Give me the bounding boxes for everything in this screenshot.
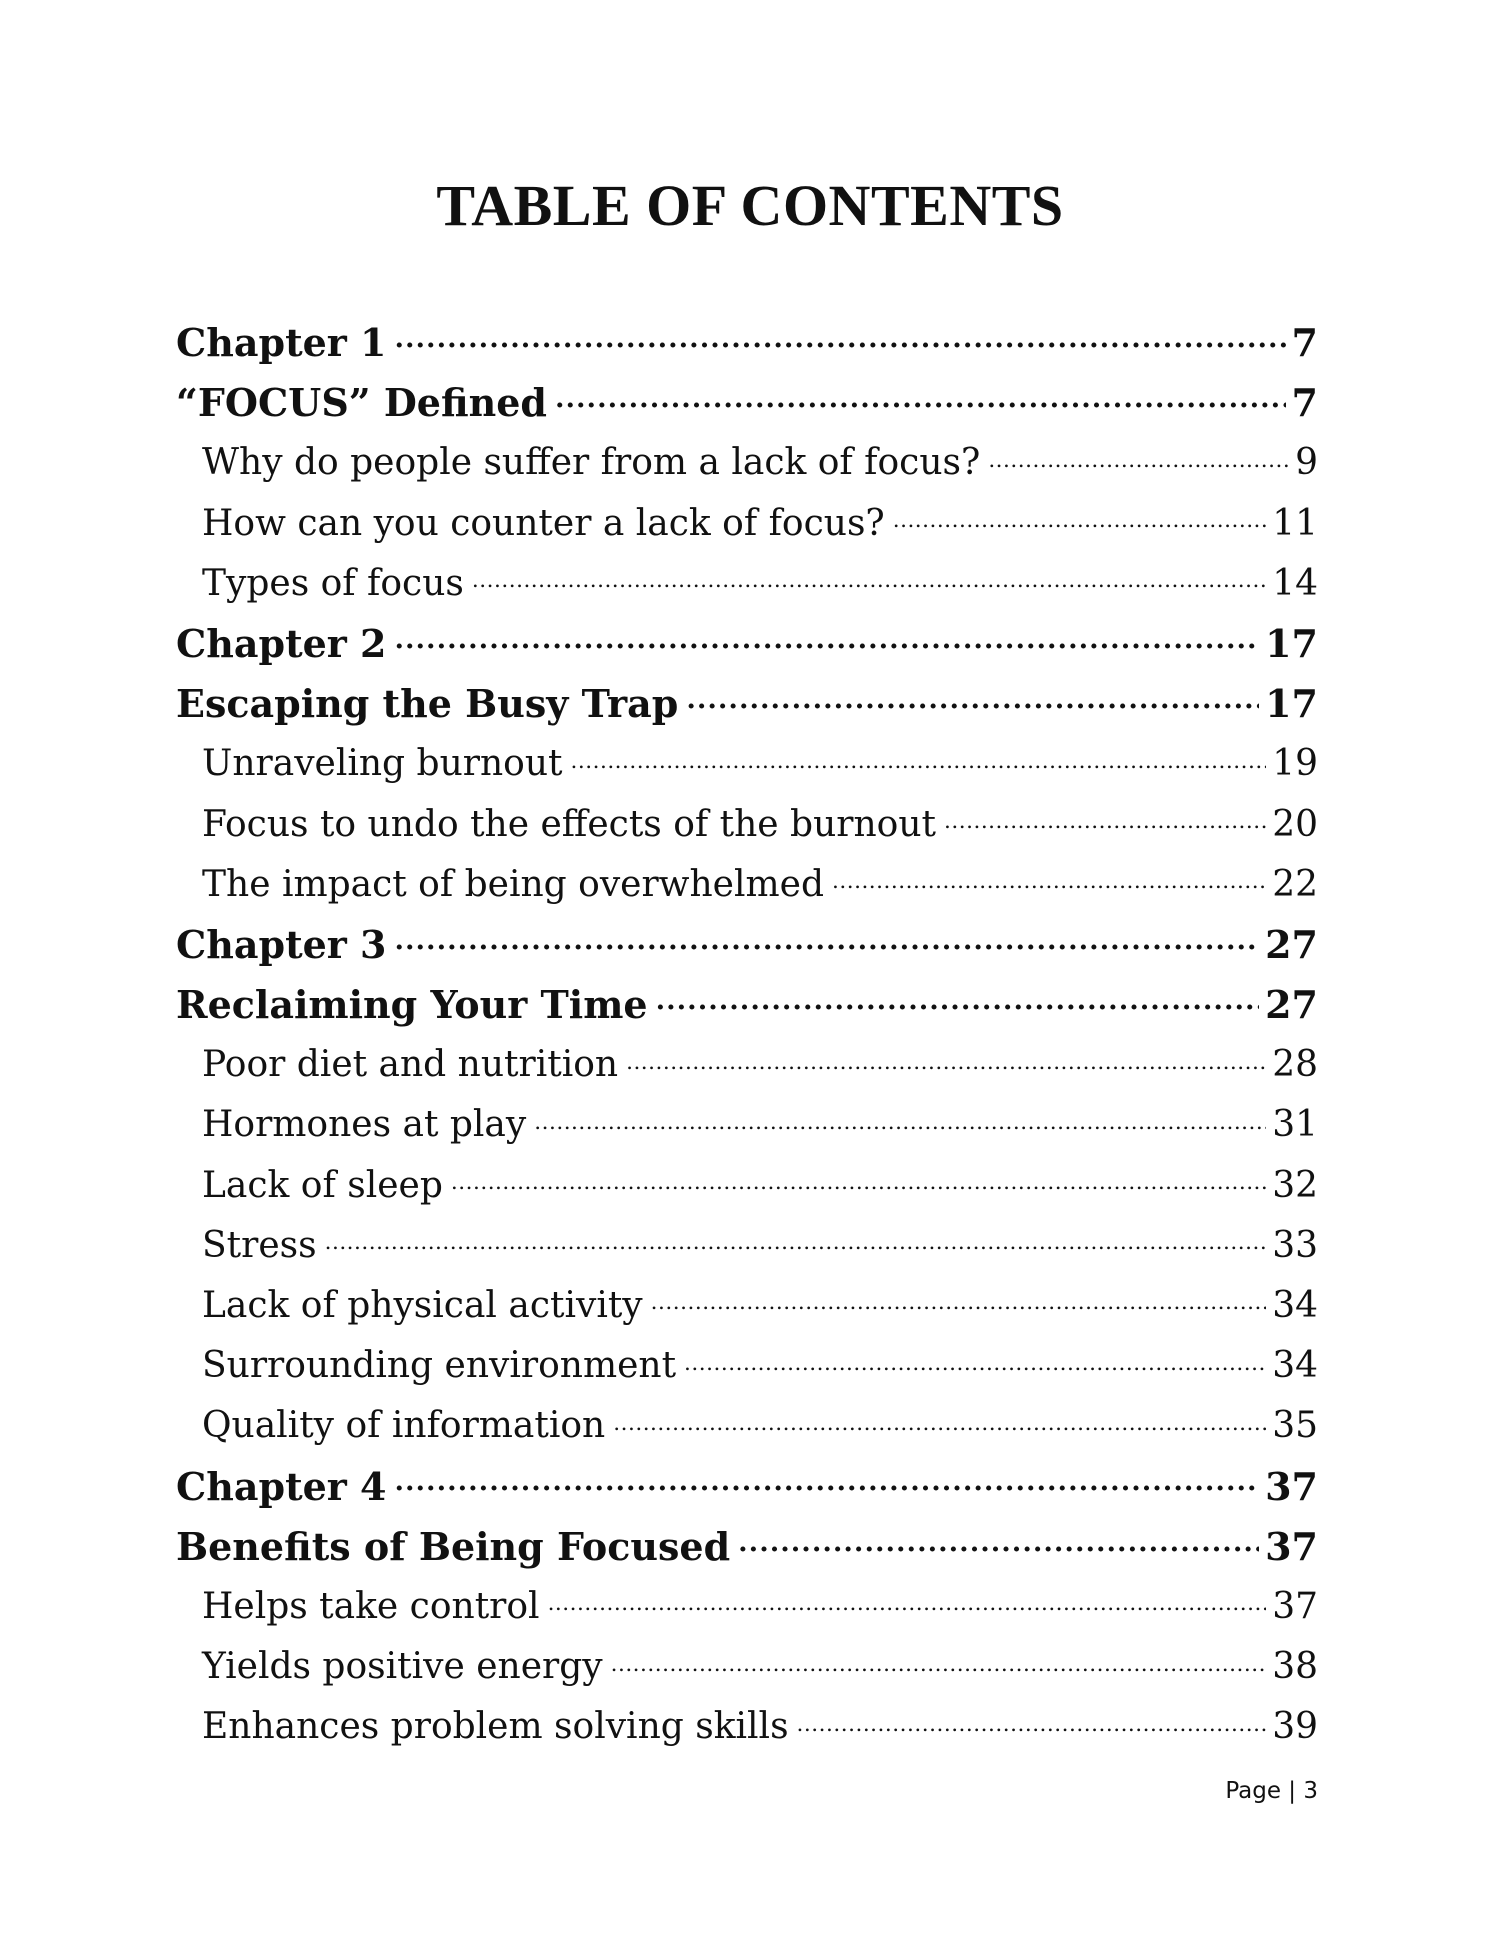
toc-entry-page-number: 33: [1272, 1224, 1318, 1266]
toc-section-entry[interactable]: [176, 499, 1318, 559]
toc-dot-leader: [325, 1221, 1267, 1257]
toc-section-entry[interactable]: [176, 1582, 1318, 1642]
toc-entry-label: Hormones at play: [202, 1104, 527, 1146]
toc-entry-page-number: 20: [1272, 803, 1318, 845]
toc-entry-label: Surrounding environment: [202, 1345, 677, 1387]
toc-dot-leader: [738, 1522, 1259, 1560]
toc-entry-page-number: 19: [1272, 743, 1318, 785]
toc-dot-leader: [988, 438, 1289, 474]
toc-entry-label: Stress: [202, 1224, 317, 1266]
toc-entry-label: Helps take control: [202, 1585, 540, 1627]
toc-entry-label: Poor diet and nutrition: [202, 1044, 619, 1086]
toc-entry-label: Quality of information: [202, 1405, 606, 1447]
toc-entry-page-number: 37: [1265, 1523, 1318, 1569]
toc-entry-label: How can you counter a lack of focus?: [202, 502, 885, 544]
toc-entry-label: Reclaiming Your Time: [176, 982, 648, 1028]
toc-entry-page-number: 17: [1265, 681, 1318, 727]
toc-entry-page-number: 34: [1272, 1345, 1318, 1387]
toc-entry-page-number: 14: [1272, 562, 1318, 604]
toc-section-entry[interactable]: [176, 739, 1318, 799]
page-number-footer: Page | 3: [1225, 1778, 1318, 1804]
toc-entry-page-number: 17: [1265, 620, 1318, 666]
toc-entry-page-number: 34: [1272, 1285, 1318, 1326]
toc-dot-leader: [684, 1341, 1266, 1377]
toc-dot-leader: [832, 860, 1266, 896]
toc-entry-page-number: 28: [1272, 1044, 1318, 1086]
toc-entry-page-number: 27: [1265, 921, 1318, 967]
toc-dot-leader: [944, 800, 1266, 836]
toc-section-entry[interactable]: [176, 1702, 1318, 1762]
toc-dot-leader: [555, 378, 1286, 416]
toc-entry-page-number: 39: [1272, 1706, 1318, 1748]
toc-entry-page-number: 32: [1272, 1164, 1318, 1206]
toc-entry-label: Enhances problem solving skills: [202, 1706, 789, 1748]
toc-dot-leader: [394, 318, 1285, 356]
toc-dot-leader: [472, 559, 1266, 595]
toc-section-entry[interactable]: [176, 800, 1318, 860]
toc-entry-page-number: 37: [1265, 1463, 1318, 1509]
toc-chapter-entry[interactable]: [176, 980, 1318, 1040]
toc-entry-page-number: 9: [1295, 442, 1318, 484]
toc-dot-leader: [893, 499, 1266, 535]
page-title: TABLE OF CONTENTS: [436, 173, 1064, 238]
toc-entry-page-number: 35: [1272, 1405, 1318, 1447]
toc-dot-leader: [394, 619, 1259, 657]
toc-entry-label: Types of focus: [202, 562, 464, 604]
toc-entry-label: Unraveling burnout: [202, 743, 563, 785]
toc-dot-leader: [548, 1582, 1267, 1618]
toc-section-entry[interactable]: [176, 1221, 1318, 1281]
toc-entry-label: Chapter 1: [176, 320, 387, 365]
toc-dot-leader: [626, 1040, 1266, 1076]
toc-dot-leader: [451, 1161, 1266, 1197]
toc-dot-leader: [534, 1100, 1266, 1136]
toc-dot-leader: [686, 679, 1259, 717]
toc-entry-page-number: 7: [1291, 380, 1318, 426]
toc-chapter-entry[interactable]: [176, 619, 1318, 679]
toc-entry-label: Lack of physical activity: [202, 1285, 643, 1326]
toc-dot-leader: [394, 920, 1259, 958]
toc-dot-leader: [656, 980, 1260, 1018]
toc-section-entry[interactable]: [176, 1642, 1318, 1702]
toc-chapter-entry[interactable]: [176, 679, 1318, 739]
toc-dot-leader: [394, 1462, 1259, 1500]
toc-entry-label: Yields positive energy: [202, 1646, 603, 1688]
toc-entry-page-number: 31: [1272, 1104, 1318, 1146]
toc-entry-page-number: 27: [1265, 982, 1318, 1028]
toc-dot-leader: [571, 739, 1267, 775]
toc-section-entry[interactable]: [176, 1040, 1318, 1100]
toc-entry-label: Escaping the Busy Trap: [176, 681, 679, 727]
toc-dot-leader: [613, 1401, 1266, 1437]
toc-chapter-entry[interactable]: [176, 378, 1318, 438]
toc-section-entry[interactable]: [176, 1281, 1318, 1341]
toc-dot-leader: [611, 1642, 1267, 1678]
toc-section-entry[interactable]: [176, 860, 1318, 920]
toc-chapter-entry[interactable]: [176, 920, 1318, 980]
toc-entry-label: The impact of being overwhelmed: [202, 863, 824, 905]
toc-section-entry[interactable]: [176, 1161, 1318, 1221]
toc-dot-leader: [797, 1702, 1267, 1738]
toc-entry-label: Chapter 3: [176, 921, 387, 967]
toc-entry-label: Chapter 2: [176, 620, 387, 666]
toc-section-entry[interactable]: [176, 1401, 1318, 1461]
toc-chapter-entry[interactable]: [176, 1462, 1318, 1522]
toc-entry-page-number: 11: [1272, 502, 1318, 544]
toc-chapter-entry[interactable]: [176, 1522, 1318, 1582]
toc-section-entry[interactable]: [176, 559, 1318, 619]
toc-entry-page-number: 37: [1272, 1585, 1318, 1627]
toc-entry-page-number: 38: [1272, 1646, 1318, 1688]
toc-section-entry[interactable]: [176, 1100, 1318, 1160]
toc-entry-page-number: 22: [1272, 863, 1318, 905]
toc-dot-leader: [651, 1281, 1267, 1317]
toc-chapter-entry[interactable]: [176, 318, 1318, 378]
toc-entry-label: Focus to undo the effects of the burnout: [202, 803, 936, 845]
toc-entry-label: Benefits of Being Focused: [176, 1523, 731, 1569]
toc-entry-label: Chapter 4: [176, 1463, 387, 1509]
toc-section-entry[interactable]: [176, 1341, 1318, 1401]
toc-entry-page-number: 7: [1291, 320, 1318, 365]
toc-entry-label: Lack of sleep: [202, 1164, 443, 1206]
toc-entry-label: Why do people suffer from a lack of focus?: [202, 442, 981, 484]
toc-section-entry[interactable]: [176, 438, 1318, 498]
toc-entry-label: “FOCUS” Defined: [176, 380, 547, 426]
toc-list: [176, 318, 1318, 1763]
